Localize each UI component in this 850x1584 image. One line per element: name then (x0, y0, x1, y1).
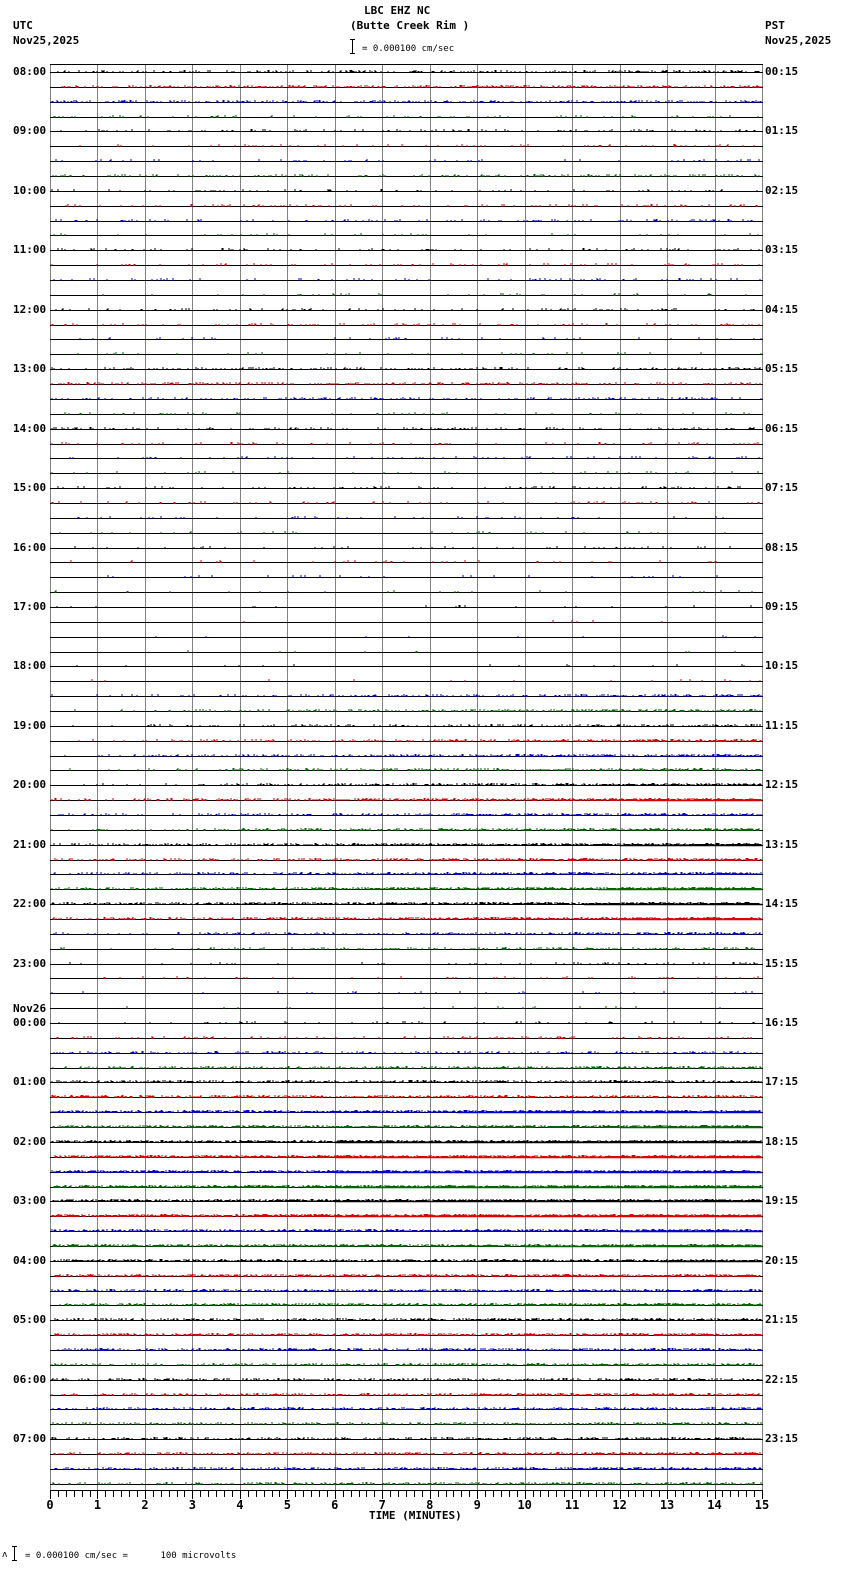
x-tick-label: 3 (188, 1498, 197, 1512)
right-hour-label: 11:15 (765, 718, 799, 732)
left-hour-label: 10:00 (13, 183, 47, 197)
footer-scale-bar-icon (11, 1546, 18, 1561)
left-hour-label: 15:00 (13, 481, 47, 495)
x-tick-label: 15 (754, 1498, 770, 1512)
left-hour-label: 18:00 (13, 659, 47, 673)
left-hour-label: 05:00 (13, 1313, 47, 1327)
right-hour-label: 00:15 (765, 65, 799, 78)
right-hour-label: 09:15 (765, 599, 799, 613)
right-date: Nov25,2025 (765, 34, 832, 47)
left-hour-label: 23:00 (13, 956, 47, 970)
x-tick-label: 9 (473, 1498, 481, 1512)
left-hour-label: 20:00 (13, 778, 47, 792)
station-title: LBC EHZ NC (364, 4, 431, 17)
right-hour-label: 23:15 (765, 1432, 799, 1446)
x-tick-label: 4 (236, 1498, 244, 1512)
right-hour-label: 06:15 (765, 421, 799, 435)
left-timezone: UTC (13, 19, 33, 32)
footer-scale-text: = 0.000100 cm/sec = 100 microvolts (25, 1551, 237, 1561)
right-hour-label: 03:15 (765, 243, 799, 257)
left-hour-label: 00:00 (13, 1016, 47, 1030)
right-hour-label: 22:15 (765, 1372, 799, 1386)
station-location: (Butte Creek Rim ) (350, 19, 470, 32)
left-hour-label: 14:00 (13, 421, 47, 435)
left-date: Nov25,2025 (13, 34, 80, 47)
left-hour-label: 06:00 (13, 1372, 47, 1386)
scale-text: = 0.000100 cm/sec (362, 44, 455, 54)
left-hour-label: 21:00 (13, 837, 47, 851)
right-timezone: PST (765, 19, 785, 32)
right-hour-label: 07:15 (765, 481, 799, 495)
left-hour-label: 09:00 (13, 124, 47, 138)
x-tick-label: 11 (564, 1498, 580, 1512)
right-hour-label: 01:15 (765, 124, 799, 138)
left-hour-label: 22:00 (13, 897, 47, 911)
x-tick-label: 6 (331, 1498, 339, 1512)
left-hour-label: 16:00 (13, 540, 47, 554)
x-tick-label: 13 (659, 1498, 675, 1512)
x-tick-label: 14 (707, 1498, 722, 1512)
x-tick-label: 1 (93, 1498, 102, 1512)
left-hour-label: 19:00 (13, 718, 47, 732)
right-hour-label: 04:15 (765, 302, 799, 316)
right-hour-label: 21:15 (765, 1313, 799, 1327)
left-hour-label: 11:00 (13, 243, 47, 257)
x-tick-label: 5 (283, 1498, 291, 1512)
right-hour-label: 18:15 (765, 1134, 799, 1148)
x-tick-label: 0 (46, 1498, 54, 1512)
right-hour-label: 05:15 (765, 362, 799, 376)
left-hour-label: 01:00 (13, 1075, 47, 1089)
left-hour-label: 08:00 (13, 65, 47, 78)
x-tick-label: 7 (378, 1498, 386, 1512)
right-hour-label: 15:15 (765, 956, 799, 970)
left-hour-label: 03:00 (13, 1194, 47, 1208)
x-tick-label: 2 (141, 1498, 149, 1512)
right-hour-label: 16:15 (765, 1016, 799, 1030)
left-hour-label: 12:00 (13, 302, 47, 316)
left-hour-label: 17:00 (13, 599, 47, 613)
right-hour-label: 02:15 (765, 183, 799, 197)
right-hour-label: 14:15 (765, 897, 799, 911)
date-change-label: Nov26 (13, 1002, 47, 1016)
x-tick-label: 10 (517, 1498, 532, 1512)
right-hour-label: 13:15 (765, 837, 799, 851)
left-hour-label: 04:00 (13, 1253, 47, 1267)
right-hour-label: 19:15 (765, 1194, 799, 1208)
right-hour-label: 12:15 (765, 778, 799, 792)
x-tick-label: 12 (612, 1498, 627, 1512)
right-hour-label: 20:15 (765, 1253, 799, 1267)
footer-scale-marker: ʌ (2, 1550, 8, 1560)
left-hour-label: 07:00 (13, 1432, 47, 1446)
left-hour-label: 02:00 (13, 1134, 47, 1148)
x-axis-title: TIME (MINUTES) (369, 1509, 462, 1522)
x-tick-label: 8 (426, 1498, 434, 1512)
right-hour-label: 08:15 (765, 540, 799, 554)
left-hour-label: 13:00 (13, 362, 47, 376)
right-hour-label: 17:15 (765, 1075, 799, 1089)
right-hour-label: 10:15 (765, 659, 799, 673)
